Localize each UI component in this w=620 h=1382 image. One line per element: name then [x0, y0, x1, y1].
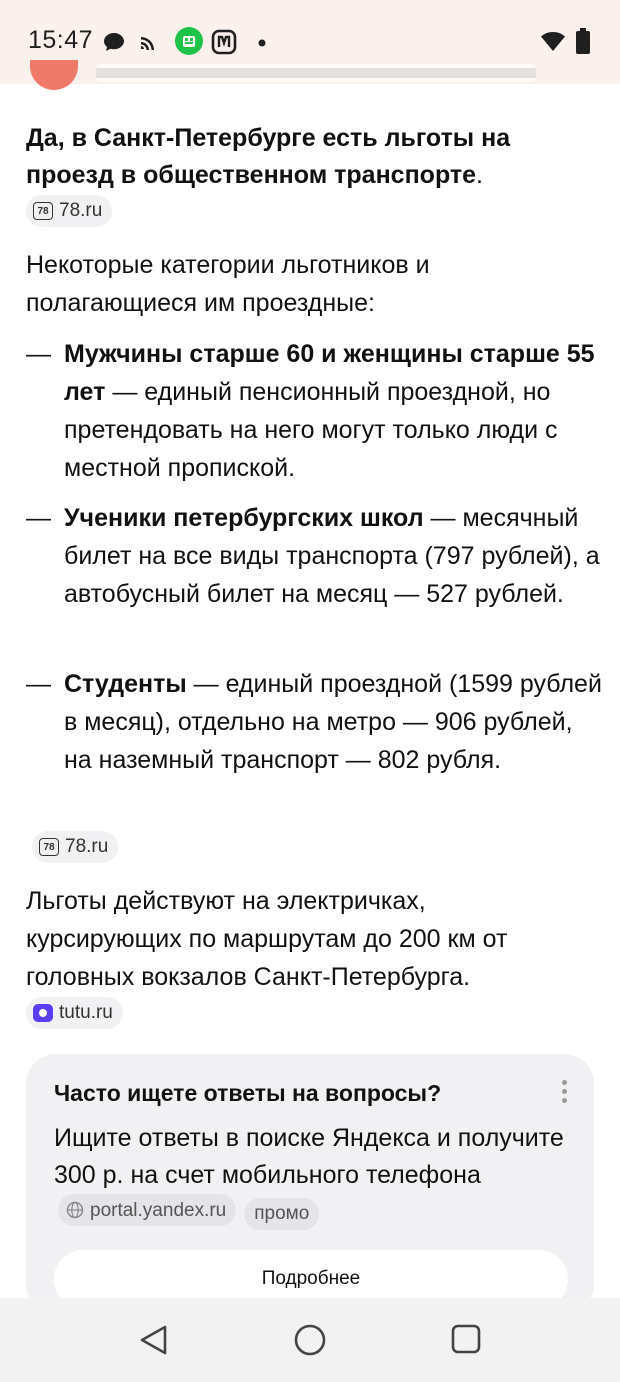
- list-item: [64, 499, 604, 613]
- list-item-bold: Ученики петербургских школ: [64, 504, 424, 532]
- cut-off-text: [96, 64, 536, 82]
- 78ru-logo-icon: 78: [39, 838, 59, 856]
- intro-paragraph: Некоторые категории льготников и полагающиеся им проездные:: [26, 251, 430, 317]
- promo-badge: промо: [244, 1198, 319, 1230]
- list-item-bold: Мужчины старше 60 и женщины старше 55 лет: [64, 340, 595, 406]
- list-item-bold: Студенты: [64, 670, 187, 698]
- source-label: 78.ru: [59, 200, 103, 221]
- wifi-icon: [540, 30, 566, 52]
- globe-icon: [66, 1201, 84, 1219]
- answer-title: [26, 120, 586, 194]
- recents-icon[interactable]: [449, 1322, 483, 1356]
- promo-text-body: Ищите ответы в поиске Яндекса и получите 300 р. на счет мобильного телефона: [54, 1124, 564, 1189]
- source-label: 78.ru: [65, 836, 109, 857]
- promo-card: [26, 1054, 594, 1314]
- list-item-text: — единый пенсионный проездной, но претендовать на него могут только люди с местной пропиской.: [64, 378, 558, 482]
- chat-icon: [102, 30, 126, 54]
- answer-title-text: Да, в Санкт-Петербурге есть льготы на проезд в общественном транспорте: [26, 124, 511, 189]
- promo-link-chip[interactable]: [58, 1194, 236, 1226]
- back-icon[interactable]: [136, 1322, 172, 1358]
- navigation-bar: [0, 1298, 620, 1382]
- promo-title: Часто ищете ответы на вопросы?: [54, 1080, 442, 1106]
- source-chip-78ru[interactable]: [32, 831, 118, 863]
- status-time: 15:47: [28, 26, 94, 54]
- list-dash: —: [26, 670, 51, 698]
- answer-title-end: .: [476, 161, 483, 189]
- list-item: [64, 335, 604, 487]
- promo-link-label: portal.yandex.ru: [90, 1199, 227, 1221]
- source-label: tutu.ru: [59, 1002, 113, 1023]
- source-chip-78ru[interactable]: [26, 195, 112, 227]
- list-item-text: — месячный билет на все виды транспорта (797 рублей), а автобусный билет на месяц — 527 рублей.: [64, 504, 600, 608]
- list-dash: —: [26, 504, 51, 532]
- battery-icon: [576, 28, 590, 54]
- outline-app-icon: [210, 28, 238, 56]
- list-item: [64, 665, 604, 779]
- more-details-button[interactable]: Подробнее: [54, 1250, 568, 1308]
- source-chip-tutu[interactable]: [26, 997, 123, 1029]
- promo-text: [54, 1120, 574, 1232]
- tutu-logo-icon: [33, 1004, 53, 1022]
- source-avatar: [30, 60, 78, 90]
- home-icon[interactable]: [292, 1322, 328, 1358]
- green-app-icon: [174, 26, 204, 56]
- dot-icon: [257, 38, 267, 48]
- more-options-icon[interactable]: [560, 1080, 568, 1106]
- list-dash: —: [26, 340, 51, 368]
- trains-paragraph: Льготы действуют на электричках, курсирующих по маршрутам до 200 км от головных вокзалов Санкт-Петербурга.: [26, 887, 508, 991]
- list-item-text: — единый проездной (1599 рублей в месяц), отдельно на метро — 906 рублей, на наземный транспорт — 802 рубля.: [64, 670, 602, 774]
- cast-icon: [138, 30, 162, 54]
- 78ru-logo-icon: 78: [33, 202, 53, 220]
